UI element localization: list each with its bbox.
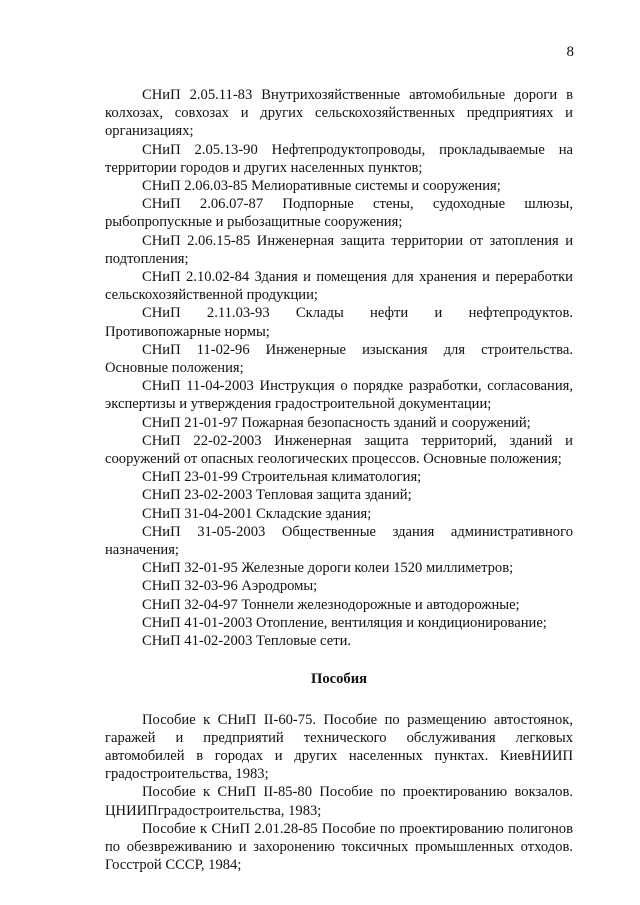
list-item: СНиП 21-01-97 Пожарная безопасность зданий и сооружений; — [142, 414, 531, 431]
list-item: СНиП 2.11.03-93 Склады нефти и нефтепродуктов. Противопожарные нормы; — [105, 305, 573, 340]
list-item: СНиП 11-02-96 Инженерные изыскания для строительства. Основные положения; — [105, 341, 573, 377]
list-item: СНиП 32-03-96 Аэродромы; — [142, 578, 318, 595]
document-body — [105, 86, 573, 874]
list-item: СНиП 2.05.11-83 Внутрихозяйственные автомобильные дороги в колхозах, совхозах и других сельскохозяйственных предприятиях и организациях; — [105, 87, 573, 140]
list-item: СНиП 2.10.02-84 Здания и помещения для хранения и переработки сельскохозяйственной продукции; — [105, 269, 573, 304]
section-heading: Пособия — [310, 671, 368, 688]
list-item: Пособие к СНиП II-85-80 Пособие по проектированию вокзалов. ЦНИИПградостроительства, 1983; — [105, 784, 573, 819]
list-item: СНиП 41-02-2003 Тепловые сети. — [142, 633, 352, 650]
list-item: СНиП 22-02-2003 Инженерная защита территорий, зданий и сооружений от опасных геологических процессов. Основные положения; — [105, 432, 573, 468]
snip-list — [105, 86, 573, 650]
list-item: СНиП 31-05-2003 Общественные здания административного назначения; — [105, 523, 573, 559]
list-item: СНиП 31-04-2001 Складские здания; — [142, 505, 372, 522]
list-item: СНиП 11-04-2003 Инструкция о порядке разработки, согласования, экспертизы и утверждения градостроительной документации; — [105, 378, 573, 413]
list-item: СНиП 32-04-97 Тоннели железнодорожные и автодорожные; — [142, 596, 520, 613]
page-number: 8 — [566, 44, 574, 60]
list-item: Пособие к СНиП II-60-75. Пособие по размещению автостоянок, гаражей и предприятий технического обслуживания легковых автомобилей в городах и других населенных пунктах. КиевНИИП градостроительства, 1983; — [105, 711, 573, 783]
list-item: СНиП 23-01-99 Строительная климатология; — [142, 469, 422, 486]
list-item: СНиП 2.06.15-85 Инженерная защита территории от затопления и подтопления; — [105, 232, 573, 267]
list-item: СНиП 2.05.13-90 Нефтепродуктопроводы, прокладываемые на территории городов и других населенных пунктов; — [105, 141, 573, 176]
list-item: СНиП 32-01-95 Железные дороги колеи 1520 миллиметров; — [142, 560, 514, 577]
list-item: СНиП 23-02-2003 Тепловая защита зданий; — [142, 487, 412, 504]
list-item: СНиП 2.06.03-85 Мелиоративные системы и сооружения; — [142, 178, 501, 195]
posobie-list — [105, 711, 573, 875]
list-item: СНиП 2.06.07-87 Подпорные стены, судоходные шлюзы, рыбопропускные и рыбозащитные сооружения; — [105, 196, 573, 231]
list-item: СНиП 41-01-2003 Отопление, вентиляция и кондиционирование; — [142, 614, 547, 631]
list-item: Пособие к СНиП 2.01.28-85 Пособие по проектированию полигонов по обезвреживанию и захоронению токсичных промышленных отходов. Госстрой СССР, 1984; — [105, 820, 573, 874]
